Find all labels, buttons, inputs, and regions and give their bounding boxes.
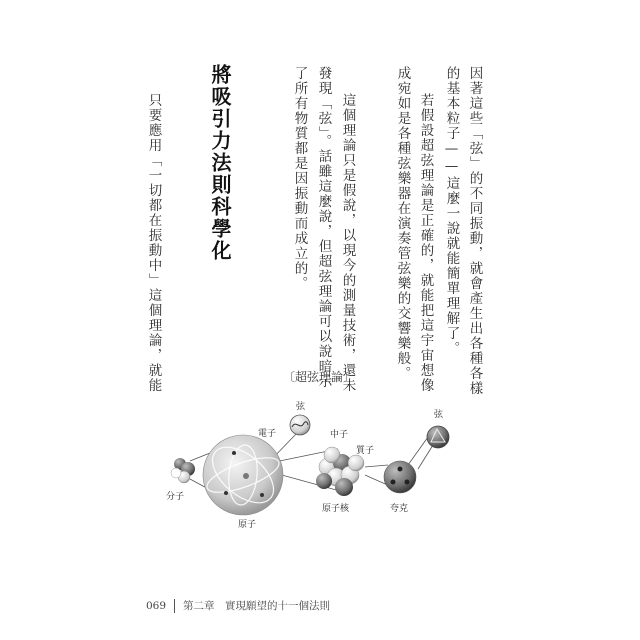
superstring-diagram [160, 365, 490, 545]
diagram-title: 〔超弦理論〕 [283, 370, 356, 384]
label-quark: 夸克 [390, 504, 409, 514]
string-icon-top [290, 415, 310, 435]
molecule-shape [171, 458, 195, 483]
label-atom: 原子 [238, 520, 257, 530]
section-heading: 將吸引力法則科學化 [208, 64, 232, 262]
label-nucleus: 原子核 [322, 504, 350, 514]
label-string-right: 弦 [434, 410, 444, 420]
text-column-5: 這個理論只是假說，以現今的測量技術，還未 [339, 93, 356, 393]
label-electron: 電子 [258, 429, 277, 439]
label-neutron: 中子 [330, 430, 349, 440]
page-footer [146, 598, 330, 613]
label-string-top: 弦 [296, 402, 306, 412]
label-proton: 質子 [356, 446, 375, 456]
text-column-8: 只要應用「一切都在振動中」這個理論，就能 [145, 93, 162, 393]
text-column-6: 發現「弦」。話雖這麼說，但超弦理論可以說暗示 [315, 66, 332, 390]
quark-shape [384, 461, 416, 493]
page-number: 069 [146, 600, 167, 612]
chapter-title: 第二章 實現願望的十一個法則 [183, 600, 331, 612]
text-column-1: 因著這些「弦」的不同振動，就會產生出各種各樣 [466, 66, 483, 396]
text-column-4: 成宛如是各種弦樂器在演奏管弦樂的交響樂般。 [394, 66, 411, 381]
string-icon-right [427, 426, 449, 448]
text-column-7: 了所有物質都是因振動而成立的。 [291, 66, 308, 291]
footer-separator [174, 599, 175, 613]
text-column-2: 的基本粒子——這麼一說就能簡單理解了。 [443, 66, 460, 356]
atom-shape [203, 435, 284, 515]
label-molecule: 分子 [166, 492, 185, 502]
text-column-3: 若假設超弦理論是正確的，就能把這宇宙想像 [417, 93, 434, 393]
